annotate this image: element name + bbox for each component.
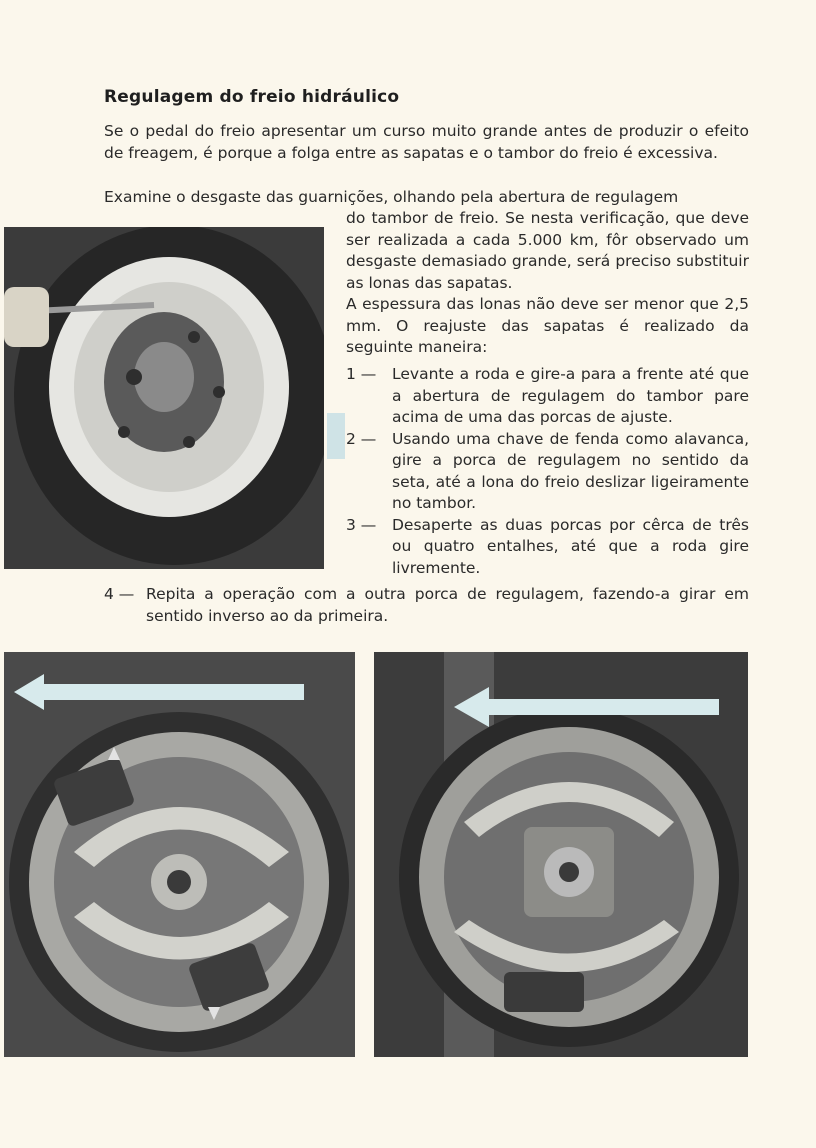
- list-item: [346, 364, 749, 429]
- brake-shoes-photo-left: [4, 652, 355, 1057]
- adjustment-steps: [346, 364, 749, 579]
- intro-paragraph: Se o pedal do freio apresentar um curso muito grande antes de produzir o efeito de freagem, é porque a folga entre as sapatas e o tambor do freio é excessiva.: [104, 122, 749, 162]
- step-text: Repita a operação com a outra porca de regulagem, fazendo-a girar em sentido inverso ao da primeira.: [146, 585, 749, 625]
- step-number: 2 —: [346, 429, 377, 448]
- step-four: [104, 584, 749, 627]
- step-number: 1 —: [346, 365, 377, 383]
- step-text: Levante a roda e gire-a para a frente até que a abertura de regulagem do tambor pare acima de uma das porcas de ajuste.: [392, 365, 749, 426]
- wheel-adjustment-photo: [4, 227, 324, 569]
- examine-paragraph-lead: Examine o desgaste das guarnições, olhando pela abertura de regulagem: [104, 188, 679, 206]
- thickness-paragraph: A espessura das lonas não deve ser menor que 2,5 mm. O reajuste das sapatas é realizado da seguinte maneira:: [346, 295, 749, 356]
- examine-paragraph-continued: do tambor de freio. Se nesta verificação, que deve ser realizada a cada 5.000 km, fôr observado um desgaste demasiado grande, será preciso substituir as lonas das sapatas.: [346, 209, 749, 292]
- step-number: 3 —: [346, 515, 377, 534]
- list-item: [346, 429, 749, 515]
- brake-shoes-photo-right: [374, 652, 748, 1057]
- section-tab-marker: [327, 413, 345, 459]
- step-text: Desaperte as duas porcas por cêrca de três ou quatro entalhes, até que a roda gire livremente.: [392, 515, 749, 577]
- step-number: 4 —: [104, 585, 135, 603]
- step-text: Usando uma chave de fenda como alavanca, gire a porca de regulagem no sentido da seta, até a lona do freio deslizar ligeiramente no tambor.: [392, 429, 749, 512]
- side-text-column: [346, 208, 749, 359]
- list-item: [346, 515, 749, 580]
- page-title: Regulagem do freio hidráulico: [104, 87, 400, 107]
